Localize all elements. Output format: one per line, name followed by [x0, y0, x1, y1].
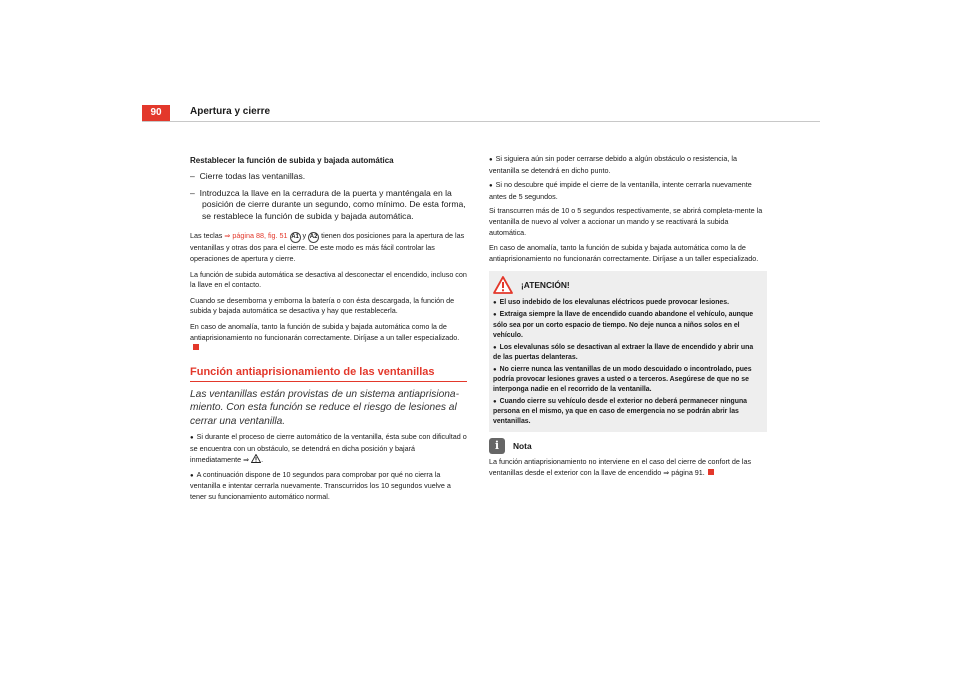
- note-text: La función antiaprisionamiento no interviene en el caso del cierre de confort de las ventanillas desde el exterior con la llave de encendido ⇒ página 91.: [489, 457, 752, 478]
- paragraph: Si transcurren más de 10 o 5 segundos respectivamente, se abrirá completa-mente la ventanilla de nuevo al volver a accionar un mando y se reactivará la subida automática.: [489, 206, 763, 237]
- warning-title: ¡ATENCIÓN!: [521, 280, 570, 291]
- bullet-item: [489, 154, 767, 176]
- paragraph: En caso de anomalía, tanto la función de subida y bajada automática como la de antiaprisionamiento no funcionarán correctamente. Diríjase a un taller especializado.: [489, 243, 759, 263]
- step-item: – Cierre todas las ventanillas.: [190, 171, 306, 181]
- bullet-text: Si siguiera aún sin poder cerrarse debido a algún obstáculo o resistencia, la ventanilla se detendrá en dicho punto.: [489, 154, 737, 175]
- warning-triangle-icon: [493, 276, 513, 294]
- bullet-icon: ●: [190, 434, 194, 441]
- step-text: Cierre todas las ventanillas.: [199, 171, 306, 181]
- paragraph: La función de subida automática se desactiva al desconectar el encendido, incluso con la llave en el contacto.: [190, 269, 467, 290]
- end-mark-icon: [193, 344, 199, 350]
- bullet-icon: ●: [489, 183, 493, 190]
- text-fragment: y: [300, 231, 309, 241]
- note-paragraph: [489, 457, 767, 478]
- bullet-item: ● Si durante el proceso de cierre automático de la ventanilla, ésta sube con dificultad o se encuentra con un obstáculo, se detendrá en dicha posición y bajará inmediatamente ⇒ .: [190, 431, 467, 465]
- note-header: [489, 438, 767, 454]
- warning-header: [493, 275, 761, 295]
- warning-text: El uso indebido de los elevalunas eléctricos puede provocar lesiones.: [499, 299, 730, 307]
- warning-triangle-icon: [251, 454, 261, 463]
- bullet-icon: ●: [493, 300, 497, 307]
- warning-box: [489, 271, 767, 432]
- info-note-icon: i: [489, 438, 505, 454]
- paragraph-text: En caso de anomalía, tanto la función de subida y bajada automática como la de antiaprisionamiento no funcionarán correctamente. Diríjase a un taller especializado.: [190, 321, 460, 342]
- left-column: [190, 156, 467, 507]
- bullet-icon: ●: [489, 157, 493, 163]
- bullet-item: [190, 470, 467, 503]
- bullet-text: Si durante el proceso de cierre automático de la ventanilla, ésta sube con dificultad o se encuentra con un obstáculo, se detendrá en dicha posición y bajará inmediatamente ⇒: [190, 431, 467, 465]
- callout-a1-icon: A1: [290, 232, 301, 243]
- text-fragment: tienen dos posiciones para la apertura de las ventanillas y otras dos para el cierre. De este modo es más fácil controlar las operaciones de apertura y cierre.: [190, 231, 465, 263]
- bullet-text: Si no descubre qué impide el cierre de la ventanilla, intente cerrarla nuevamente antes de 5 segundos.: [489, 180, 752, 201]
- step-text: Introduzca la llave en la cerradura de la puerta y manténgala en la posición de cierre durante un segundo, como mínimo. De esta forma, se restablece la función de subida y bajada automática.: [199, 187, 466, 221]
- warning-item: [493, 343, 761, 363]
- warning-item: [493, 298, 761, 308]
- text-fragment: Las teclas: [190, 231, 225, 241]
- warning-item: [493, 397, 761, 427]
- bullet-text: A continuación dispone de 10 segundos para comprobar por qué no cierra la ventanilla e intentar cerrarla nuevamente. Transcurridos los 10 segundos vuelve a tener su funcionamiento automático normal.: [190, 469, 451, 501]
- page-number: 90: [142, 105, 170, 121]
- bullet-icon: ●: [493, 312, 497, 319]
- note-title: Nota: [513, 441, 532, 452]
- right-column: [489, 154, 767, 484]
- page-header-title: Apertura y cierre: [190, 106, 271, 117]
- subheading-restore: Restablecer la función de subida y bajada automática: [190, 156, 394, 165]
- warning-text: Cuando cierre su vehículo desde el exterior no deberá permanecer ninguna persona en el mismo, ya que en caso de emergencia no se podrán abrir las ventanillas.: [493, 398, 747, 426]
- paragraph-anomaly: [190, 322, 467, 354]
- warning-text: Los elevalunas sólo se desactivan al extraer la llave de encendido y abrir una de las puertas delanteras.: [493, 343, 754, 361]
- bullet-icon: ●: [493, 399, 497, 406]
- callout-a2-icon: A2: [308, 232, 319, 243]
- end-mark-icon: [708, 469, 714, 475]
- warning-text: Extraiga siempre la llave de encendido cuando abandone el vehículo, aunque sólo sea por un corto espacio de tiempo. No deje nunca a niños solos en el vehículo.: [493, 311, 754, 339]
- step-item: – Introduzca la llave en la cerradura de la puerta y manténgala en la posición de cierre durante un segundo, como mínimo. De esta forma, se restablece la función de subida y bajada automática.: [190, 187, 466, 221]
- section-divider: [190, 381, 467, 382]
- bullet-item: [489, 180, 767, 202]
- header-divider: [142, 121, 820, 122]
- page-reference-link[interactable]: ⇒ página 88, fig. 51: [224, 231, 288, 241]
- bullet-icon: ●: [190, 472, 194, 479]
- warning-item: [493, 365, 761, 395]
- section-lead: Las ventanillas están provistas de un sistema antiaprisiona-miento. Con esta función se reduce el riesgo de lesiones al cerrar una ventanilla.: [190, 388, 459, 427]
- section-title: Función antiaprisionamiento de las ventanillas: [190, 365, 435, 378]
- warning-item: [493, 310, 761, 340]
- bullet-icon: ●: [493, 366, 497, 373]
- paragraph: Cuando se desemborna y emborna la batería o con ésta descargada, la función de subida y bajada automática se desactiva y hay que restablecerla.: [190, 295, 455, 316]
- bullet-icon: ●: [493, 344, 497, 351]
- warning-text: No cierre nunca las ventanillas de un modo descuidado o incontrolado, pues podría provocar lesiones graves a usted o a terceros. Asegúrese de que no se interponga nadie en el recorrido de la ventanilla.: [493, 365, 752, 394]
- paragraph-keys: [190, 231, 467, 264]
